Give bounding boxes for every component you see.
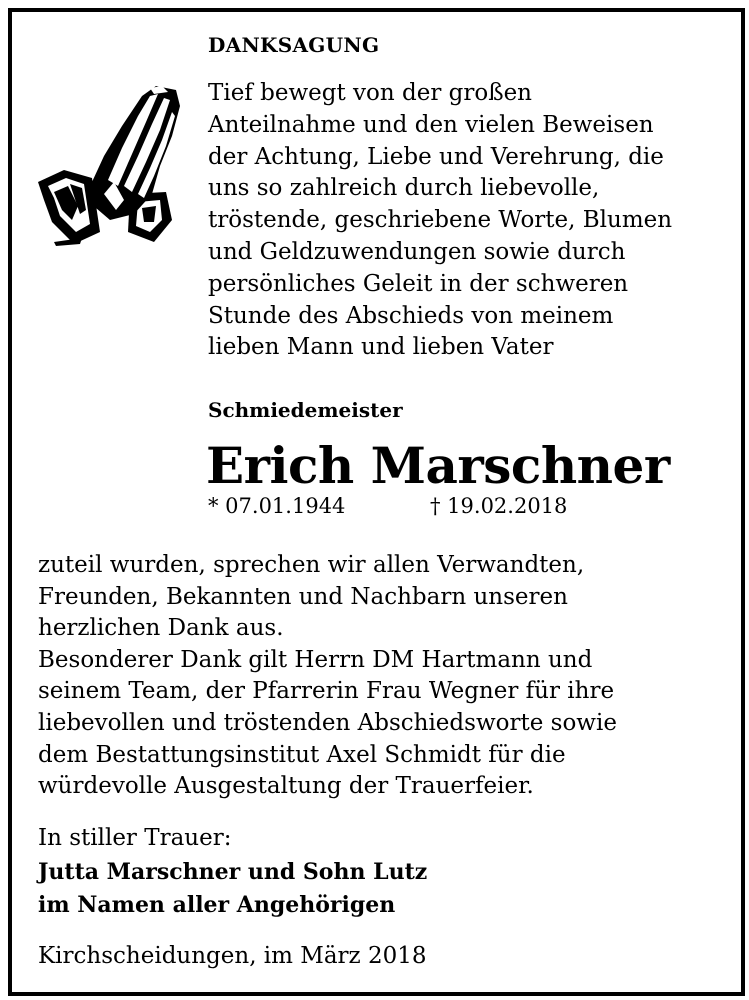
body-line: herzlichen Dank aus.	[38, 615, 284, 642]
body-line: dem Bestattungsinstitut Axel Schmidt für die	[38, 741, 566, 768]
deceased-occupation: Schmiedemeister	[208, 398, 403, 422]
intro-line: Tief bewegt von der großen	[208, 80, 532, 106]
birth-date: * 07.01.1944	[208, 494, 346, 518]
signers	[38, 856, 427, 922]
intro-line: uns so zahlreich durch liebevolle,	[208, 175, 600, 202]
intro-line: persönliches Geleit in der schweren	[208, 270, 629, 297]
body-line: liebevollen und tröstenden Abschiedsworte sowie	[38, 709, 617, 736]
signer-line: im Namen aller Angehörigen	[38, 892, 396, 918]
heading: DANKSAGUNG	[208, 33, 380, 57]
body-line: würdevolle Ausgestaltung der Trauerfeier.	[38, 773, 534, 800]
mourning-label: In stiller Trauer:	[38, 825, 232, 851]
body-line: Besonderer Dank gilt Herrn DM Hartmann und	[38, 646, 593, 673]
praying-hands-icon	[34, 82, 184, 252]
intro-line: der Achtung, Liebe und Verehrung, die	[208, 143, 664, 170]
signer-line: Jutta Marschner und Sohn Lutz	[38, 859, 428, 885]
intro-line: Stunde des Abschieds von meinem	[208, 302, 614, 329]
death-date: † 19.02.2018	[430, 494, 568, 518]
body-line: seinem Team, der Pfarrerin Frau Wegner für ihre	[38, 678, 615, 705]
intro-line: lieben Mann und lieben Vater	[208, 334, 554, 361]
intro-paragraph	[208, 78, 708, 364]
deceased-name: Erich Marschner	[206, 436, 670, 495]
body-line: zuteil wurden, sprechen wir allen Verwandten,	[38, 552, 585, 578]
intro-line: Anteilnahme und den vielen Beweisen	[208, 111, 654, 138]
intro-line: tröstende, geschriebene Worte, Blumen	[208, 207, 673, 234]
thanks-paragraph	[38, 550, 718, 803]
place-date: Kirchscheidungen, im März 2018	[38, 943, 427, 969]
body-line: Freunden, Bekannten und Nachbarn unseren	[38, 583, 568, 610]
intro-line: und Geldzuwendungen sowie durch	[208, 238, 626, 265]
